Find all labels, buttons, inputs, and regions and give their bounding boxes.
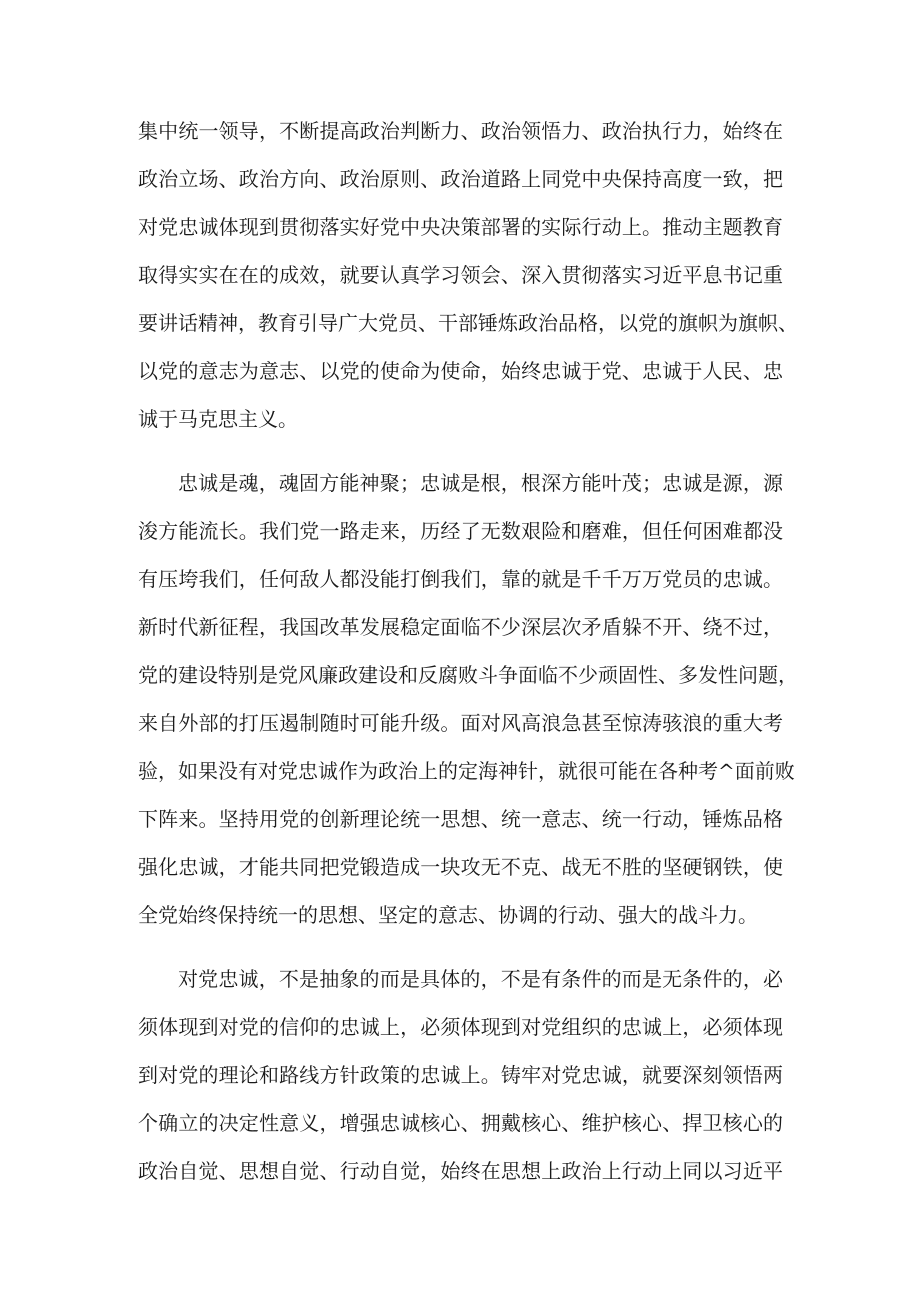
text-line: 取得实实在在的成效，就要认真学习领会、深入贯彻落实习近平息书记重 (138, 263, 783, 287)
text-line: 对党忠诚，不是抽象的而是具体的，不是有条件的而是无条件的，必 (178, 967, 783, 991)
text-line: 个确立的决定性意义，增强忠诚核心、拥戴核心、维护核心、捍卫核心的 (138, 1111, 783, 1135)
text-line: 新时代新征程，我国改革发展稳定面临不少深层次矛盾躲不开、绕不过， (138, 615, 783, 639)
text-line: 对党忠诚体现到贯彻落实好党中央决策部署的实际行动上。推动主题教育 (138, 215, 783, 239)
text-line: 诚于马克思主义。 (138, 407, 298, 431)
text-line: 须体现到对党的信仰的忠诚上，必须体现到对党组织的忠诚上，必须体现 (138, 1015, 783, 1039)
text-line: 要讲话精神，教育引导广大党员、干部锤炼政治品格，以党的旗帜为旗帜、 (138, 311, 798, 335)
text-line: 全党始终保持统一的思想、坚定的意志、协调的行动、强大的战斗力。 (138, 903, 758, 927)
text-line: 集中统一领导，不断提高政治判断力、政治领悟力、政治执行力，始终在 (138, 119, 783, 143)
text-line: 来自外部的打压遏制随时可能升级。面对风高浪急甚至惊涛骇浪的重大考 (138, 711, 783, 735)
text-line: 验，如果没有对党忠诚作为政治上的定海神针，就很可能在各种考^面前败 (138, 759, 795, 783)
text-line: 党的建设特别是党风廉政建设和反腐败斗争面临不少顽固性、多发性问题， (138, 663, 798, 687)
text-line: 以党的意志为意志、以党的使命为使命，始终忠诚于党、忠诚于人民、忠 (138, 359, 783, 383)
text-line: 强化忠诚，才能共同把党锻造成一块攻无不克、战无不胜的坚硬钢铁，使 (138, 855, 783, 879)
text-line: 政治自觉、思想自觉、行动自觉，始终在思想上政治上行动上同以习近平 (138, 1159, 783, 1183)
text-line: 忠诚是魂，魂固方能神聚；忠诚是根，根深方能叶茂；忠诚是源，源 (178, 471, 783, 495)
text-line: 下阵来。坚持用党的创新理论统一思想、统一意志、统一行动，锤炼品格 (138, 807, 783, 831)
text-line: 有压垮我们，任何敌人都没能打倒我们，靠的就是千千万万党员的忠诚。 (138, 567, 783, 591)
text-line: 政治立场、政治方向、政治原则、政治道路上同党中央保持高度一致，把 (138, 167, 783, 191)
text-line: 浚方能流长。我们党一路走来，历经了无数艰险和磨难，但任何困难都没 (138, 519, 783, 543)
text-line: 到对党的理论和路线方针政策的忠诚上。铸牢对党忠诚，就要深刻领悟两 (138, 1063, 783, 1087)
